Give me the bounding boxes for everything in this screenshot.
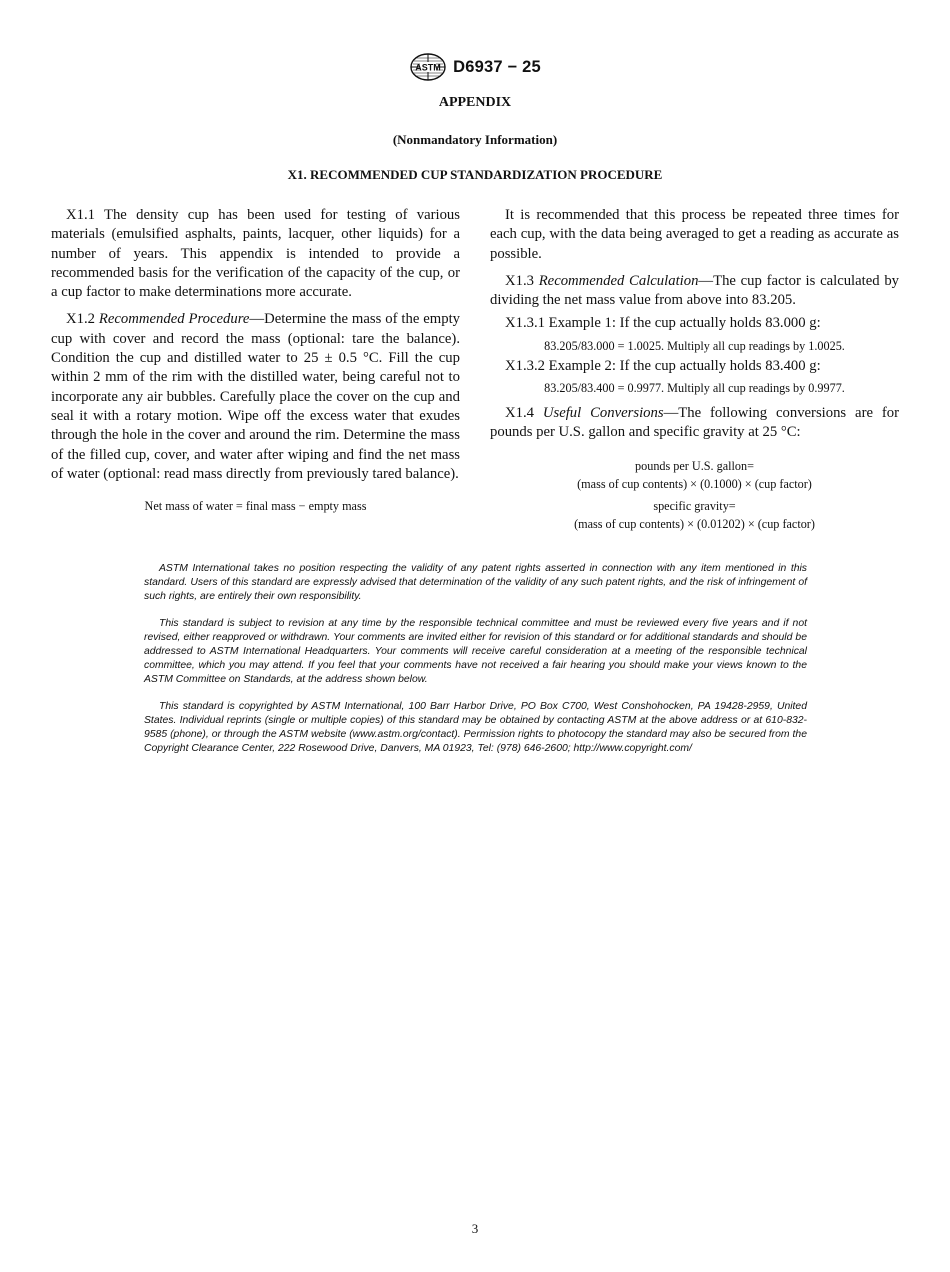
formula-2-expression: (mass of cup contents) × (0.01202) × (cup factor) <box>574 516 815 531</box>
nonmandatory-label: (Nonmandatory Information) <box>392 132 558 147</box>
example-2-equation: 83.205/83.400 = 0.9977. Multiply all cup readings by 0.9977. <box>544 381 845 396</box>
formula-1-expression: (mass of cup contents) × (0.1000) × (cup factor) <box>577 476 812 491</box>
paragraph-x1-1: X1.1 The density cup has been used for testing of various materials (emulsified asphalts, paints, lacquer, other liquids) for a number of years. This appendix is intended to provide a recommended basis for the verification of the capacity of the cup, or a cup factor to make determinations more accurate. <box>51 207 460 301</box>
example-1-equation: 83.205/83.000 = 1.0025. Multiply all cup readings by 1.0025. <box>544 338 845 353</box>
net-mass-equation: Net mass of water = final mass − empty mass <box>144 499 367 514</box>
formula-1-label: pounds per U.S. gallon= <box>635 458 754 473</box>
x1-2-text: —Determine the mass of the empty cup with cover and record the mass (optional: tare the balance). Condition the cup and distilled water to 25 ± 0.5 °C. Fill the cup within 2 mm of the rim with the distilled water, being careful not to incorporate any air bubbles. Carefully place the cover on the cup and seal it with a rotary motion. Wipe off the excess water that exudes through the hole in the cover and around the rim. Determine the mass of the filled cup, cover, and water after wiping and find the net mass of water (optional: read mass directly from previously tared balance). <box>51 311 460 482</box>
astm-logo-icon <box>409 52 447 82</box>
patent-notice: ASTM International takes no position respecting the validity of any patent rights asserted in connection with any item mentioned in this standard. Users of this standard are expressly advised that determination of the validity of any such patent rights, and the risk of infringement of such rights, are entirely their own responsibility. <box>144 563 807 602</box>
paragraph-x1-4 <box>490 404 899 443</box>
page-header <box>0 52 950 87</box>
legal-notices <box>144 562 807 756</box>
x1-3-number: X1.3 <box>505 272 534 289</box>
revision-notice: This standard is subject to revision at any time by the responsible technical committee and must be reviewed every five years and if not revised, either reapproved or withdrawn. Your comments are invited either for revision of this standard or for additional standards and should be addressed to ASTM International Headquarters. Your comments will receive careful consideration at a meeting of the responsible technical committee, which you may attend. If you feel that your comments have not received a fair hearing you should make your views known to the ASTM Committee on Standards, at the address shown below. <box>144 618 807 685</box>
right-column <box>490 206 899 533</box>
section-heading: X1. RECOMMENDED CUP STANDARDIZATION PROCEDURE <box>287 167 663 182</box>
left-column <box>51 206 460 514</box>
x1-2-number: X1.2 <box>66 311 95 328</box>
conversion-formulas <box>490 457 899 533</box>
formula-2-label: specific gravity= <box>653 498 736 513</box>
paragraph-x1-3-1: X1.3.1 Example 1: If the cup actually holds 83.000 g: <box>505 315 821 332</box>
x1-4-text: —The following conversions are for pounds per U.S. gallon and specific gravity at 25 °C: <box>490 405 899 441</box>
document-designation: D6937 − 25 <box>453 57 541 76</box>
copyright-notice: This standard is copyrighted by ASTM International, 100 Barr Harbor Drive, PO Box C700, West Conshohocken, PA 19428-2959, United States. Individual reprints (single or multiple copies) of this standard may be obtained by contacting ASTM at the above address or at 610-832-9585 (phone), or through the ASTM website (www.astm.org/contact). Permission rights to photocopy the standard may also be secured from the Copyright Clearance Center, 222 Rosewood Drive, Danvers, MA 01923, Tel: (978) 646-2600; http://www.copyright.com/ <box>144 701 807 754</box>
x1-3-text: —The cup factor is calculated by dividing the net mass value from above into 83.205. <box>490 272 900 309</box>
x1-4-number: X1.4 <box>505 405 534 422</box>
appendix-heading: APPENDIX <box>438 95 512 110</box>
page-number: 3 <box>471 1221 479 1236</box>
x1-2-title: Recommended Procedure <box>98 311 250 328</box>
paragraph-x1-3 <box>490 272 899 311</box>
x1-3-title: Recommended Calculation <box>538 272 699 289</box>
svg-text:ASTM: ASTM <box>415 62 441 73</box>
paragraph-repeat: It is recommended that this process be repeated three times for each cup, with the data being averaged to get a reading as accurate as possible. <box>490 207 899 262</box>
paragraph-x1-3-2: X1.3.2 Example 2: If the cup actually holds 83.400 g: <box>505 357 821 374</box>
paragraph-x1-2 <box>51 310 460 484</box>
x1-4-title: Useful Conversions <box>542 405 664 422</box>
